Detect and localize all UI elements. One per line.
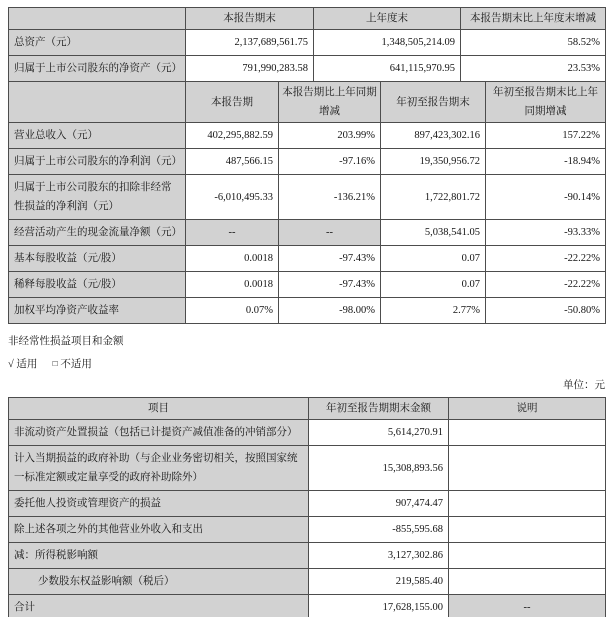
row-label: 归属于上市公司股东的扣除非经常性损益的净利润（元） [9,175,186,220]
cell-value: 0.07 [381,246,486,272]
cell-value: 0.07% [186,298,279,324]
table-row [9,569,606,595]
table-row [9,517,606,543]
cell-value: -97.16% [279,149,381,175]
row-label: 委托他人投资或管理资产的损益 [9,491,309,517]
cell-value [449,517,606,543]
cell-value: 897,423,302.16 [381,123,486,149]
header-row [9,398,606,420]
cell-value: 15,308,893.56 [309,446,449,491]
table-row [9,175,606,220]
cell-value: 0.0018 [186,246,279,272]
cell-value: 5,614,270.91 [309,420,449,446]
cell-value [449,420,606,446]
cell-value: 219,585.40 [309,569,449,595]
column-header: 本报告期末比上年度末增减 [461,8,606,30]
row-label: 稀释每股收益（元/股） [9,272,186,298]
row-label: 经营活动产生的现金流量净额（元） [9,220,186,246]
cell-value: 402,295,882.59 [186,123,279,149]
cell-value: -- [449,595,606,617]
cell-value: -855,595.68 [309,517,449,543]
cell-value: 2,137,689,561.75 [186,30,314,56]
cell-value: 5,038,541.05 [381,220,486,246]
applicable-line [8,356,605,371]
column-header: 上年度末 [314,8,461,30]
column-header: 说明 [449,398,606,420]
cell-value: -22.22% [486,272,606,298]
table-row [9,491,606,517]
cell-value: -50.80% [486,298,606,324]
cell-value: 3,127,302.86 [309,543,449,569]
cell-value: 487,566.15 [186,149,279,175]
row-label: 合计 [9,595,309,617]
row-label: 计入当期损益的政府补助（与企业业务密切相关，按照国家统一标准定额或定量享受的政府补助除外） [9,446,309,491]
cell-value [449,446,606,491]
cell-value: -93.33% [486,220,606,246]
row-label: 营业总收入（元） [9,123,186,149]
cell-value [449,543,606,569]
header-row [9,8,606,30]
row-label: 归属于上市公司股东的净资产（元） [9,56,186,82]
check-mark-icon: √ [8,359,14,370]
table-row [9,149,606,175]
row-label: 非流动资产处置损益（包括已计提资产减值准备的冲销部分） [9,420,309,446]
table-row [9,246,606,272]
cell-value: -6,010,495.33 [186,175,279,220]
cell-value: -18.94% [486,149,606,175]
cell-value: 19,350,956.72 [381,149,486,175]
applicable-label: 适用 [16,359,38,370]
cell-value: 17,628,155.00 [309,595,449,617]
cell-value: -97.43% [279,272,381,298]
cell-value: -- [279,220,381,246]
column-header: 年初至报告期末 [381,82,486,123]
column-header: 本报告期末 [186,8,314,30]
cell-value: 641,115,970.95 [314,56,461,82]
column-header: 本报告期比上年同期增减 [279,82,381,123]
table-row [9,446,606,491]
cell-value: 23.53% [461,56,606,82]
table-row [9,220,606,246]
cell-value: 1,722,801.72 [381,175,486,220]
row-label: 基本每股收益（元/股） [9,246,186,272]
not-applicable-label: 不适用 [60,359,92,370]
column-header: 年初至报告期期末金额 [309,398,449,420]
table-row [9,56,606,82]
cell-value: 58.52% [461,30,606,56]
section-title: 非经常性损益项目和金额 [8,336,124,347]
column-header [9,8,186,30]
column-header [9,82,186,123]
cell-value [449,569,606,595]
cell-value [449,491,606,517]
row-label: 加权平均净资产收益率 [9,298,186,324]
non-recurring-items-table [8,397,606,617]
cell-value: 791,990,283.58 [186,56,314,82]
row-label: 归属于上市公司股东的净利润（元） [9,149,186,175]
summary-table-quarterly [8,81,606,324]
cell-value: -22.22% [486,246,606,272]
cell-value: 0.07 [381,272,486,298]
table-row [9,420,606,446]
column-header: 本报告期 [186,82,279,123]
table-row [9,123,606,149]
cell-value: 203.99% [279,123,381,149]
cell-value: 0.0018 [186,272,279,298]
row-label: 少数股东权益影响额（税后） [9,569,309,595]
cell-value: 907,474.47 [309,491,449,517]
table-row [9,595,606,617]
table-row [9,30,606,56]
cell-value: -136.21% [279,175,381,220]
row-label: 减：所得税影响额 [9,543,309,569]
checkbox-empty-icon: □ [52,358,58,368]
unit-note: 单位：元 [563,380,605,391]
table-row [9,272,606,298]
cell-value: -97.43% [279,246,381,272]
table-row [9,543,606,569]
column-header: 项目 [9,398,309,420]
header-row [9,82,606,123]
cell-value: -98.00% [279,298,381,324]
cell-value: 157.22% [486,123,606,149]
cell-value: -- [186,220,279,246]
summary-table-period-end [8,7,606,82]
cell-value: -90.14% [486,175,606,220]
row-label: 除上述各项之外的其他营业外收入和支出 [9,517,309,543]
cell-value: 2.77% [381,298,486,324]
row-label: 总资产（元） [9,30,186,56]
table-row [9,298,606,324]
cell-value: 1,348,505,214.09 [314,30,461,56]
column-header: 年初至报告期末比上年同期增减 [486,82,606,123]
